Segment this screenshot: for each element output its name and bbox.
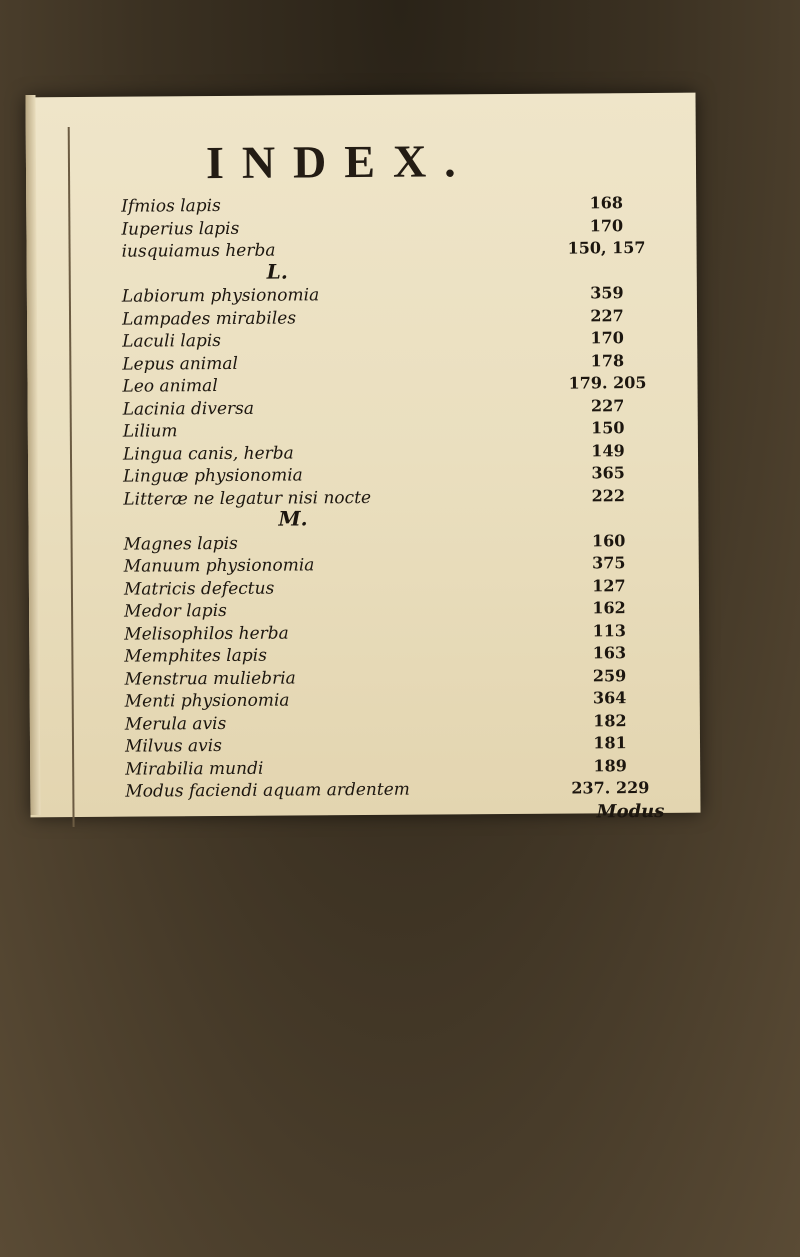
entry-page: 364 xyxy=(592,688,627,708)
entry-label: Laculi lapis xyxy=(122,330,222,352)
entry-page: 189 xyxy=(593,755,627,775)
entry-page: 365 xyxy=(591,463,625,483)
entry-page: 170 xyxy=(589,215,624,235)
entry-page: 178 xyxy=(590,350,625,370)
entry-label: Melisophilos herba xyxy=(124,623,289,645)
entry-page: 149 xyxy=(591,440,625,460)
entry-page: 359 xyxy=(590,283,624,303)
entry-page: 222 xyxy=(591,485,626,505)
entry-label: Modus faciendi aquam ardentem xyxy=(125,779,410,802)
entry-page: 168 xyxy=(589,193,624,213)
entry-label: Lepus animal xyxy=(122,353,238,375)
entry-label: iusquiamus herba xyxy=(121,240,276,262)
entry-page: 227 xyxy=(590,305,624,325)
entry-label: Medor lapis xyxy=(124,600,227,622)
entry-label: Leo animal xyxy=(122,376,218,397)
entry-label: Magnes lapis xyxy=(123,533,238,555)
entry-page: 163 xyxy=(592,643,627,663)
entry-label: Milvus avis xyxy=(124,735,222,757)
entry-label: Menstrua muliebria xyxy=(124,667,296,690)
entry-label: Lacinia diversa xyxy=(122,398,255,420)
entry-label: Merula avis xyxy=(124,713,227,735)
page-title: INDEX. xyxy=(205,135,474,189)
entry-page: 150 xyxy=(591,418,625,438)
section-heading-m: M. xyxy=(278,506,308,531)
entry-label: Matricis defectus xyxy=(123,578,275,600)
entry-label: Lilium xyxy=(122,421,178,442)
entry-label: Manuum physionomia xyxy=(123,555,315,577)
entry-label: Menti physionomia xyxy=(124,690,290,712)
entry-page: 181 xyxy=(593,733,627,753)
entry-page: 182 xyxy=(593,710,627,730)
entry-page: 150, 157 xyxy=(567,238,646,258)
entry-label: Labiorum physionomia xyxy=(121,285,320,307)
entry-page: 113 xyxy=(592,620,626,640)
entry-label: Lingua canis, herba xyxy=(122,442,294,465)
entry-label: Iuperius lapis xyxy=(121,218,240,240)
entry-page: 160 xyxy=(591,530,626,550)
entry-page: 162 xyxy=(592,598,626,618)
entry-page: 127 xyxy=(592,575,626,595)
entry-page: 237. 229 xyxy=(571,778,650,798)
entry-label: Litteræ ne legatur nisi nocte xyxy=(123,487,372,510)
index-page xyxy=(25,93,700,822)
entry-label: Mirabilia mundi xyxy=(125,758,264,780)
entry-label: Lampades mirabiles xyxy=(121,307,297,330)
entry-label: Ifmios lapis xyxy=(121,195,221,217)
section-heading-l: L. xyxy=(266,259,288,284)
list-item xyxy=(28,485,698,512)
entry-page: 227 xyxy=(590,395,625,415)
entry-page: 170 xyxy=(590,328,624,348)
entry-page: 259 xyxy=(592,665,627,685)
list-item xyxy=(27,238,697,265)
catchword: Modus xyxy=(596,800,665,822)
entry-label: Memphites lapis xyxy=(124,645,267,667)
index-entries xyxy=(25,93,700,822)
entry-page: 179. 205 xyxy=(568,373,647,393)
entry-page: 375 xyxy=(591,553,626,573)
entry-label: Linguæ physionomia xyxy=(123,465,303,487)
